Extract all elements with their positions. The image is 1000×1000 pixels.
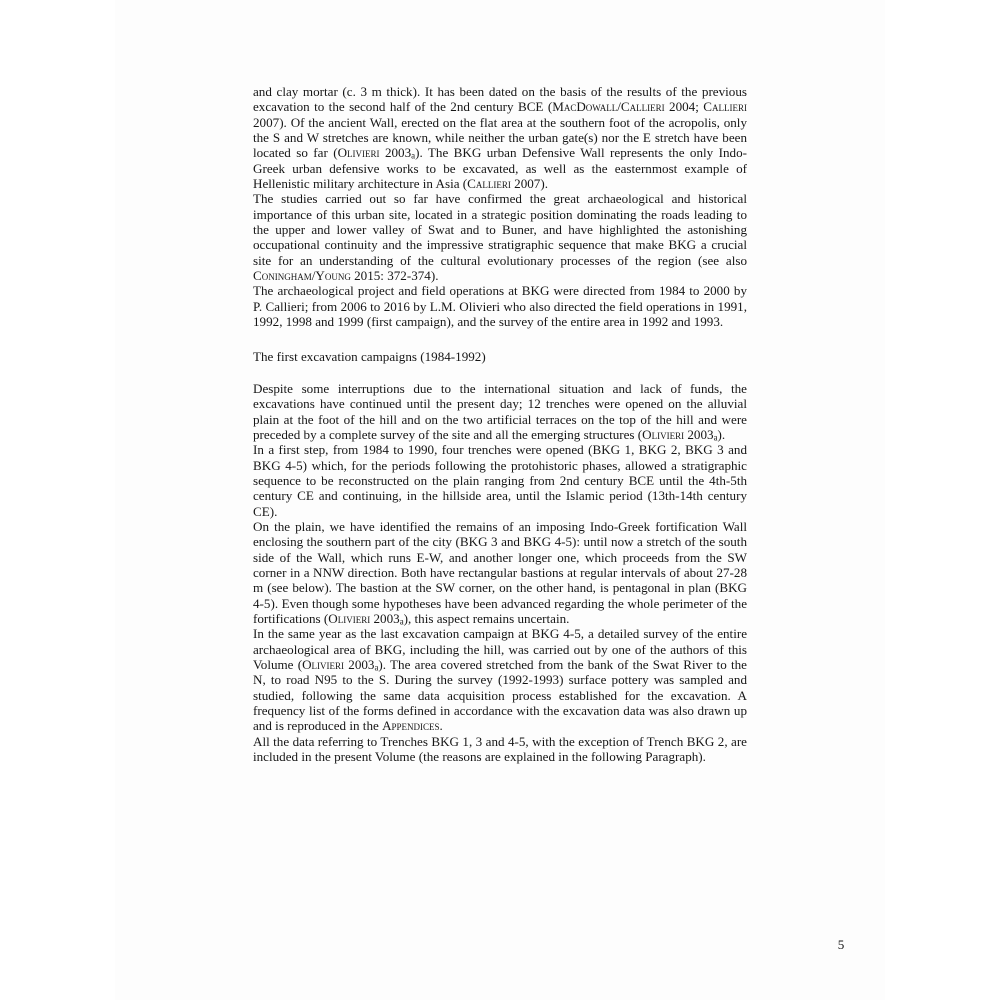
subscript-letter: a: [713, 432, 718, 443]
body-text-run: 2003: [370, 611, 400, 626]
paragraph: [253, 626, 747, 733]
body-text-run: ). The BKG urban Defensive Wall represents the only Indo-Greek urban defensive works to be excavated, as well as the easternmost example of Hellenistic military architecture in Asia (: [253, 145, 747, 192]
body-text-run: 2007).: [510, 176, 548, 192]
section-heading: [253, 349, 747, 364]
paragraph: [253, 84, 747, 191]
body-text-run: All the data referring to Trenches BKG 1, 3 and 4-5, with the exception of Trench BKG 2, are included in the present Volume (the reasons are explained in the following Paragraph).: [253, 733, 747, 765]
body-text-run: ).: [717, 426, 726, 442]
body-text-run: The archaeological project and field operations at BKG were directed from 1984 to 2000 by P. Callieri; from 2006 to 2016 by L.M. Olivieri who also directed the field operations in 1991, 1992, 1998 and 1999 (first campaign), and the survey of the entire area in 1992 and 1993.: [253, 283, 747, 330]
body-text-run: In the same year as the last excavation campaign at BKG 4-5, a detailed survey of the entire archaeological area of BKG, including the hill, was carried out by one of the authors of this Volume (: [253, 626, 747, 673]
body-text-run: On the plain, we have identified the remains of an imposing Indo-Greek fortification Wall enclosing the southern part of the city (BKG 3 and BKG 4-5): until now a stretch of the south side of the Wall, which runs E-W, and another longer one, which proceeds from the SW corner in a NNW direction. Both have rectangular bastions at regular intervals of about 27-28 m (see below). The bastion at the SW corner, on the other hand, is pentagonal in plan (BKG 4-5). Even though some hypotheses have been advanced regarding the whole perimeter of the fortifications (: [253, 518, 747, 626]
smallcaps-citation: Callieri: [467, 176, 511, 192]
smallcaps-citation: Olivieri: [337, 145, 380, 161]
body-text-run: 2004;: [664, 99, 704, 115]
smallcaps-citation: Olivieri: [302, 657, 345, 673]
body-text-run: 2015: 372-374).: [350, 268, 439, 284]
smallcaps-citation: Coningham/Young: [253, 268, 351, 284]
body-text-run: In a first step, from 1984 to 1990, four trenches were opened (BKG 1, BKG 2, BKG 3 and BKG 4-5) which, for the periods following the protohistoric phases, allowed a stratigraphic sequence to be reconstructed on the plain ranging from 2nd century BCE until the 4th-5th century CE and continuing, in the hillside area, until the Islamic period (13th-14th century CE).: [253, 442, 747, 519]
body-text-run: 2007). Of the ancient Wall, erected on the flat area at the southern foot of the acropolis, only the S and W stretches are known, while neither the urban gate(s) nor the E stretch have been located so far (: [253, 114, 747, 161]
smallcaps-citation: Callieri: [703, 99, 747, 115]
smallcaps-citation: Olivieri: [642, 426, 685, 442]
smallcaps-citation: Appendices: [382, 718, 440, 734]
paragraph: [253, 283, 747, 329]
subscript-letter: a: [374, 662, 379, 673]
body-text-run: 2003: [684, 426, 714, 442]
body-text-run: .: [439, 718, 443, 734]
body-text-run: 2003: [344, 657, 375, 673]
body-text-run: Despite some interruptions due to the international situation and lack of funds, the excavations have continued until the present day; 12 trenches were opened on the alluvial plain at the foot of the hill and on the two artificial terraces on the top of the hill and were preceded by a complete survey of the site and all the emerging structures (: [253, 380, 747, 442]
paragraph: [253, 381, 747, 442]
body-text-run: ), this aspect remains uncertain.: [403, 611, 570, 626]
subscript-letter: a: [411, 150, 416, 161]
text-block: [253, 84, 747, 764]
body-text-run: 2003: [379, 145, 412, 161]
subscript-letter: a: [399, 616, 404, 627]
body-text-run: The studies carried out so far have confirmed the great archaeological and historical importance of this urban site, located in a strategic position dominating the roads leading to the upper and lower valley of Swat and to Buner, and have highlighted the astonishing occupational continuity and the impressive stratigraphic sequence that make BKG a crucial site for an understanding of the cultural evolutionary processes of the region (see also: [253, 191, 747, 268]
document-page: [115, 0, 885, 1000]
body-text-run: ). The area covered stretched from the bank of the Swat River to the N, to road N95 to the S. During the survey (1992-1993) surface pottery was sampled and studied, following the same data acquisition process established for the excavation. A frequency list of the forms defined in accordance with the excavation data was also drawn up and is reproduced in the: [253, 657, 747, 734]
paragraph: [253, 734, 747, 765]
page-number: 5: [837, 937, 845, 952]
body-text-run: and clay mortar (c. 3 m thick). It has been dated on the basis of the results of the previous excavation to the second half of the 2nd century BCE (: [253, 84, 747, 115]
smallcaps-citation: MacDowall/Callieri: [552, 99, 665, 115]
paragraph: [253, 442, 747, 519]
paragraph: [253, 519, 747, 626]
paragraph: [253, 191, 747, 283]
smallcaps-citation: Olivieri: [328, 611, 371, 626]
body-text-run: The first excavation campaigns (1984-1992): [253, 348, 486, 364]
